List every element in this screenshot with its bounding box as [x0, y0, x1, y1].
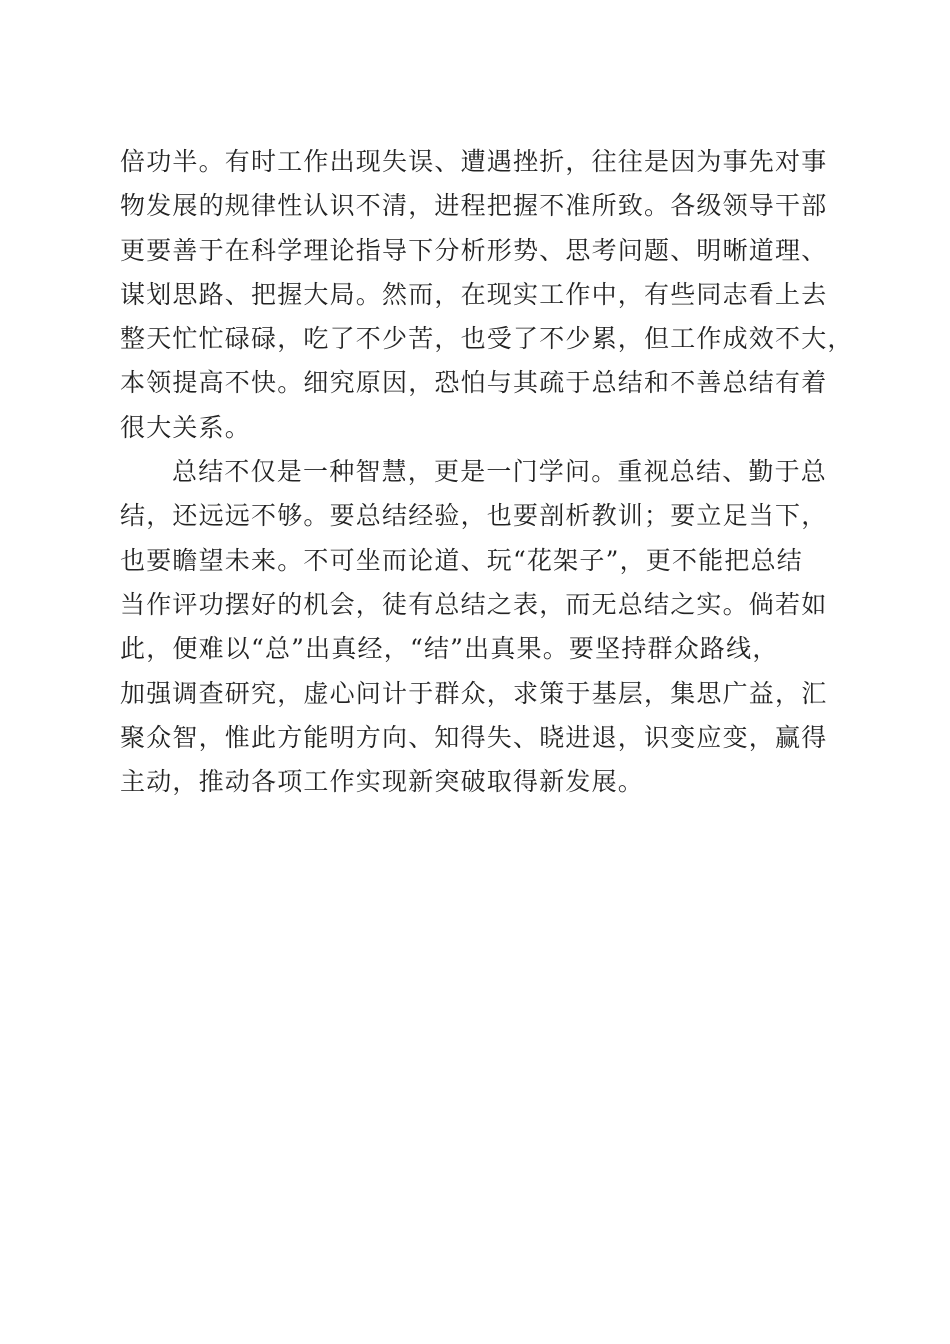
paragraph-2 — [120, 450, 840, 804]
text-line: 聚众智，惟此方能明方向、知得失、晓进退，识变应变，赢得 — [120, 722, 828, 752]
text-line: 总结不仅是一种智慧，更是一门学问。重视总结、勤于总 — [172, 457, 828, 487]
text-line: 谋划思路、把握大局。然而，在现实工作中，有些同志看上去 — [120, 279, 828, 309]
paragraph-1 — [120, 140, 854, 450]
document-body — [120, 140, 854, 804]
text-line: 物发展的规律性认识不清，进程把握不准所致。各级领导干部 — [120, 191, 828, 221]
text-line: 当作评功摆好的机会，徒有总结之表，而无总结之实。倘若如 — [120, 589, 828, 619]
text-line: 结，还远远不够。要总结经验，也要剖析教训；要立足当下， — [120, 501, 828, 531]
text-line: 很大关系。 — [120, 412, 252, 442]
text-line: 主动，推动各项工作实现新突破取得新发展。 — [120, 767, 645, 797]
text-line: 也要瞻望未来。不可坐而论道、玩“花架子”，更不能把总结 — [120, 545, 803, 575]
text-line: 加强调查研究，虚心问计于群众，求策于基层，集思广益，汇 — [120, 678, 828, 708]
text-line: 本领提高不快。细究原因，恐怕与其疏于总结和不善总结有着 — [120, 368, 828, 398]
text-line: 倍功半。有时工作出现失误、遭遇挫折，往往是因为事先对事 — [120, 147, 828, 176]
text-line: 此，便难以“总”出真经，“结”出真果。要坚持群众路线， — [120, 634, 779, 664]
text-line: 整天忙忙碌碌，吃了不少苦，也受了不少累，但工作成效不大， — [120, 324, 854, 354]
text-line: 更要善于在科学理论指导下分析形势、思考问题、明晰道理、 — [120, 235, 828, 265]
